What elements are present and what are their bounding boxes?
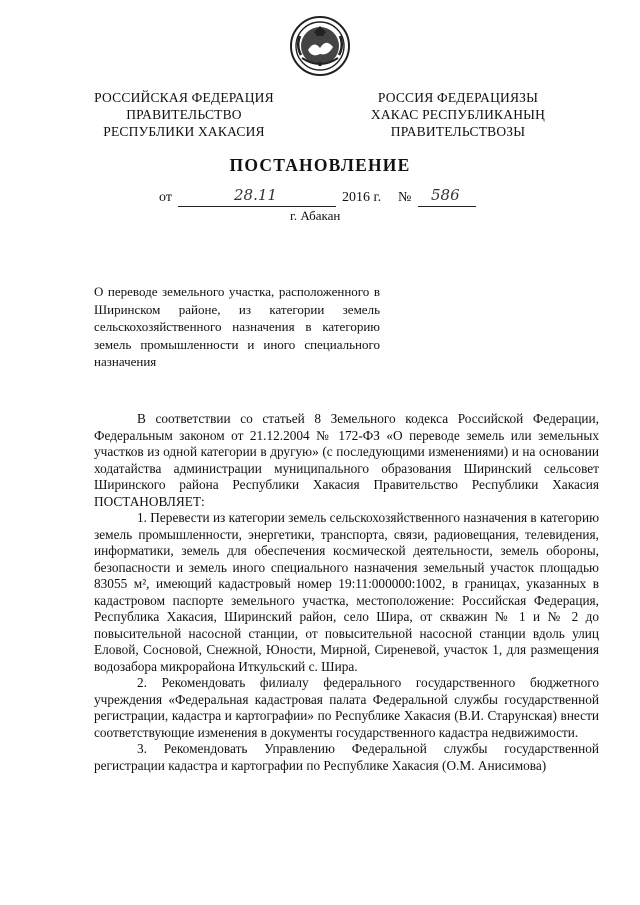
- number-label: №: [398, 190, 412, 205]
- coat-of-arms-icon: [288, 14, 352, 78]
- document-title: ПОСТАНОВЛЕНИЕ: [229, 155, 411, 175]
- handwritten-number: 586: [431, 186, 460, 204]
- date-year: 2016 г.: [342, 190, 382, 205]
- header-left-line: ПРАВИТЕЛЬСТВО: [126, 107, 242, 122]
- handwritten-date: 28.11: [234, 186, 277, 204]
- paragraph: В соответствии со статьей 8 Земельного кодекса Российской Федерации, Федеральным законом от 21.12.2004 № 172-ФЗ «О переводе земель или земельных участков из одной категории в другую» (с последующими изменениями) и на основании ходатайства администрации муниципального образования Ширинский сельсовет Ширинского района Республики Хакасия Правительство Республики Хакасия ПОСТАНОВЛЯЕТ:: [94, 411, 599, 509]
- number-underline: [418, 206, 476, 207]
- date-underline: [178, 206, 336, 207]
- header-left-line: РЕСПУБЛИКИ ХАКАСИЯ: [103, 124, 265, 139]
- header-left-line: РОССИЙСКАЯ ФЕДЕРАЦИЯ: [94, 90, 274, 105]
- document-subject: О переводе земельного участка, расположенного в Ширинском районе, из категории земель сельскохозяйственного назначения в категорию земель промышленности и иного специального назначения: [94, 284, 380, 369]
- document-body: [94, 411, 599, 774]
- header-right-line: РОССИЯ ФЕДЕРАЦИЯЗЫ: [377, 90, 539, 105]
- city-label: г. Абакан: [290, 208, 341, 223]
- header-right-line: ХАКАС РЕСПУБЛИКАНЫҢ: [370, 107, 546, 122]
- header-right-line: ПРАВИТЕЛЬСТВОЗЫ: [390, 124, 526, 139]
- date-prefix: от: [159, 190, 172, 205]
- paragraph: 2. Рекомендовать филиалу федерального государственного бюджетного учреждения «Федеральная кадастровая палата Федеральной службы государственной регистрации, кадастра и картографии» по Республике Хакасия (В.И. Старунская) внести соответствующие изменения в документы государственного кадастра недвижимости.: [94, 675, 599, 740]
- paragraph: 1. Перевести из категории земель сельскохозяйственного назначения в категорию земель промышленности, энергетики, транспорта, связи, радиовещания, телевидения, информатики, земель для обеспечения космической деятельности, земель обороны, безопасности и земель иного специального назначения земельный участок площадью 83055 м², имеющий кадастровый номер 19:11:000000:1002, в границах, указанных в кадастровом паспорте земельного участка, местоположение: Российская Федерация, Республика Хакасия, Ширинский район, село Шира, от скважин № 1 и № 2 до повысительной насосной станции, от повысительной насосной станции вдоль улиц Еловой, Сосновой, Снежной, Юности, Мирной, Сиреневой, участок 1, для размещения водозабора микрорайона Иткульский с. Шира.: [94, 510, 599, 674]
- header-left: [86, 89, 282, 140]
- header-right: [364, 89, 552, 140]
- paragraph: 3. Рекомендовать Управлению Федеральной службы государственной регистрации кадастра и картографии по Республике Хакасия (О.М. Анисимова): [94, 741, 599, 773]
